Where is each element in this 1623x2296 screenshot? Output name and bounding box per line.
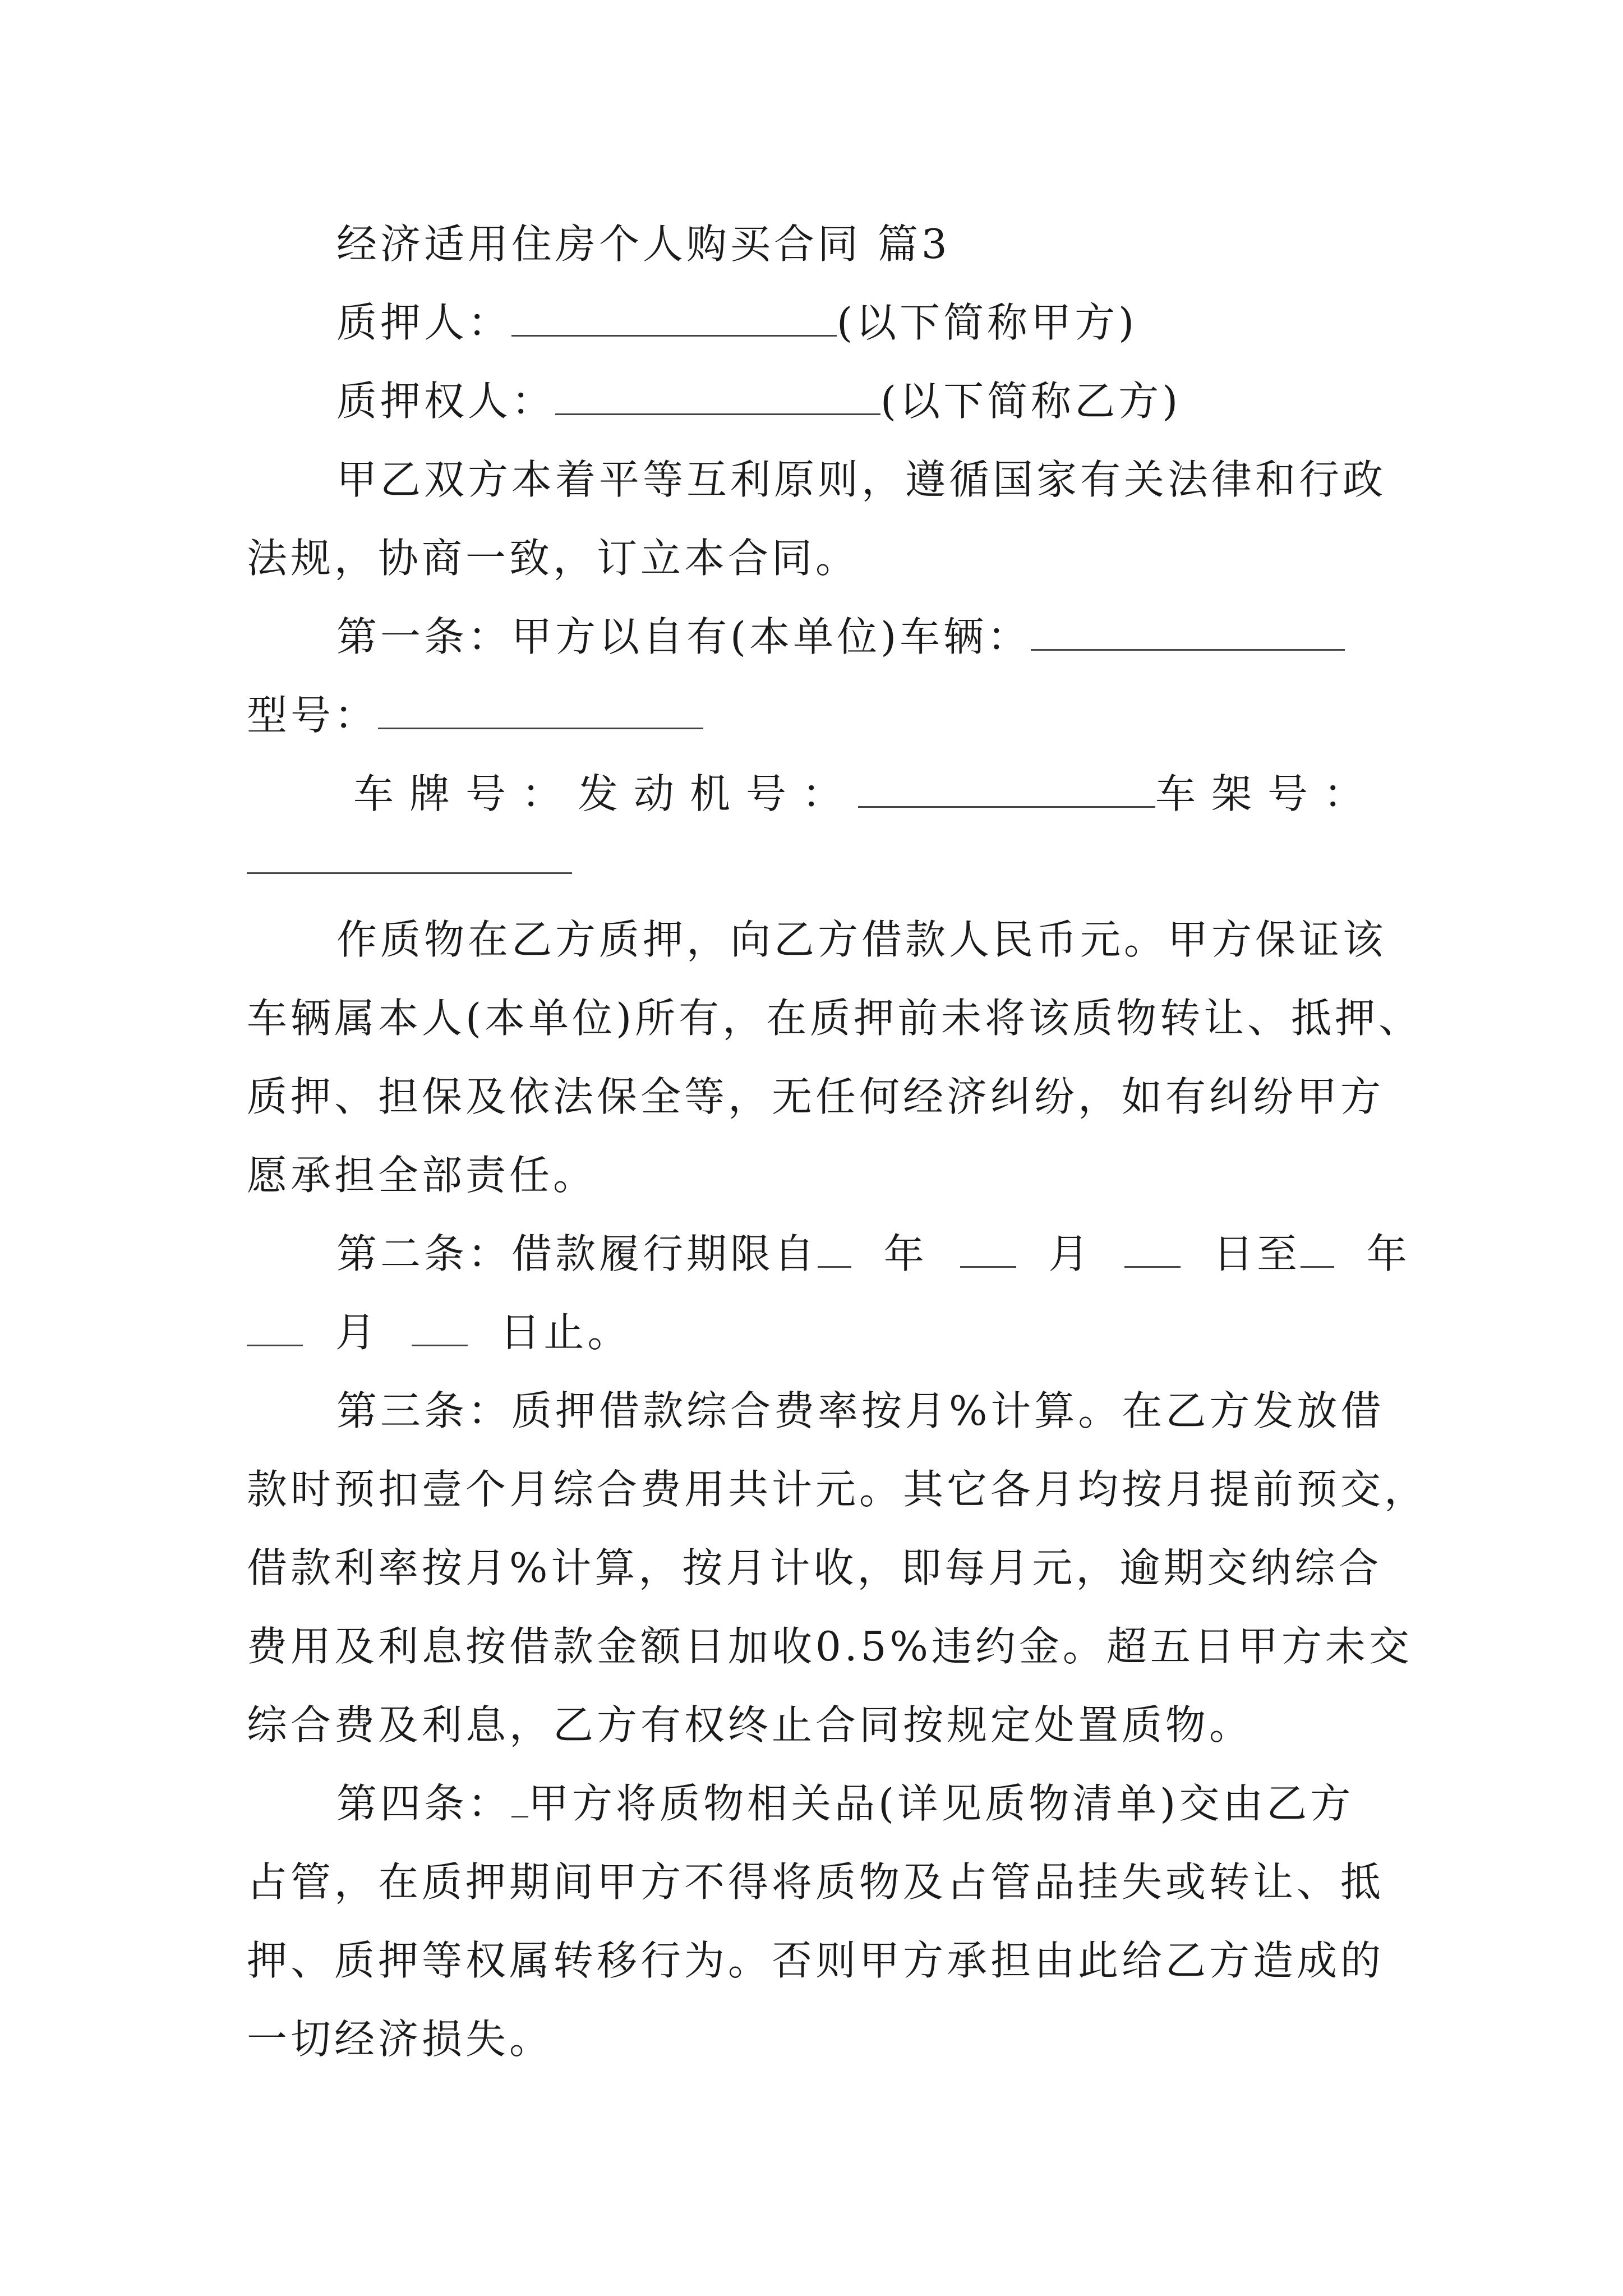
- article3-line-4: 费用及利息按借款金额日加收0.5%违约金。超五日甲方未交: [247, 1623, 1413, 1670]
- end-year-blank: [1301, 1230, 1334, 1268]
- preamble-line-1: 甲乙双方本着平等互利原则，遵循国家有关法律和行政: [336, 456, 1387, 503]
- article2-line-1: [336, 1226, 1469, 1282]
- preamble-line-2: 法规，协商一致，订立本合同。: [247, 535, 860, 582]
- end-year-label: 年: [1366, 1230, 1410, 1277]
- document-title: 经济适用住房个人购买合同 篇3: [336, 220, 951, 268]
- model-blank: [378, 692, 703, 729]
- pledgor-line: [336, 295, 1469, 351]
- end-month-blank: [247, 1309, 303, 1346]
- article1-lead: 第一条：甲方以自有(本单位)车辆：: [336, 613, 1031, 660]
- model-label: 型号：: [247, 692, 379, 739]
- frame-label: 车架号：: [1155, 770, 1380, 817]
- start-month-blank: [960, 1230, 1016, 1268]
- article3-line-5: 综合费及利息，乙方有权终止合同按规定处置质物。: [247, 1701, 1253, 1749]
- article1-line-2: [247, 687, 1380, 743]
- pledgee-line: [336, 373, 1469, 429]
- article1-line-1: [336, 609, 1469, 665]
- day-end-label: 日止。: [500, 1309, 631, 1356]
- pledgor-suffix: (以下简称甲方): [837, 299, 1138, 346]
- engine-blank: [858, 770, 1155, 808]
- frame-blank: [247, 872, 572, 874]
- article4-line-4: 一切经济损失。: [247, 2016, 554, 2063]
- article4-line-3: 押、质押等权属转移行为。否则甲方承担由此给乙方造成的: [247, 1937, 1385, 1984]
- article2-lead: 第二条：借款履行期限自: [336, 1230, 818, 1277]
- end-month-label: 月: [335, 1309, 379, 1356]
- article1-body-2: 车辆属本人(本单位)所有，在质押前未将该质物转让、抵押、: [247, 995, 1423, 1042]
- article4-line-2: 占管，在质押期间甲方不得将质物及占管品挂失或转让、抵: [247, 1858, 1385, 1906]
- article2-line-2: [247, 1304, 1380, 1360]
- start-month-label: 月: [1048, 1230, 1092, 1277]
- article4-text: 甲方将质物相关品(详见质物清单)交由乙方: [528, 1780, 1354, 1827]
- start-year-blank: [818, 1230, 851, 1268]
- vehicle-blank: [1031, 613, 1345, 651]
- article3-line-1: 第三条：质押借款综合费率按月%计算。在乙方发放借: [336, 1387, 1385, 1434]
- day-to-label: 日至: [1212, 1230, 1301, 1277]
- article1-body-4: 愿承担全部责任。: [247, 1152, 597, 1199]
- article3-line-3: 借款利率按月%计算，按月计收，即每月元，逾期交纳综合: [247, 1544, 1382, 1591]
- pledgee-blank: [555, 378, 880, 415]
- article4-blank: [511, 1780, 528, 1818]
- end-day-blank: [412, 1309, 468, 1346]
- pledgor-blank: [511, 299, 837, 337]
- engine-label: 发动机号：: [578, 770, 859, 817]
- article4-lead: 第四条：: [336, 1780, 512, 1827]
- start-day-blank: [1124, 1230, 1181, 1268]
- article3-line-2: 款时预扣壹个月综合费用共计元。其它各月均按月提前预交，: [247, 1466, 1428, 1513]
- pledgee-label: 质押权人：: [336, 378, 556, 425]
- plate-label: 车牌号：: [353, 770, 578, 817]
- pledgee-suffix: (以下简称乙方): [880, 378, 1182, 425]
- pledgor-label: 质押人：: [336, 299, 512, 346]
- article1-vehicle-ids: [353, 766, 1380, 822]
- article4-line-1: [336, 1775, 1469, 1832]
- start-year-label: 年: [883, 1230, 928, 1277]
- article1-body-3: 质押、担保及依法保全等，无任何经济纠纷，如有纠纷甲方: [247, 1073, 1385, 1120]
- article1-body-1: 作质物在乙方质押，向乙方借款人民币元。甲方保证该: [336, 916, 1387, 963]
